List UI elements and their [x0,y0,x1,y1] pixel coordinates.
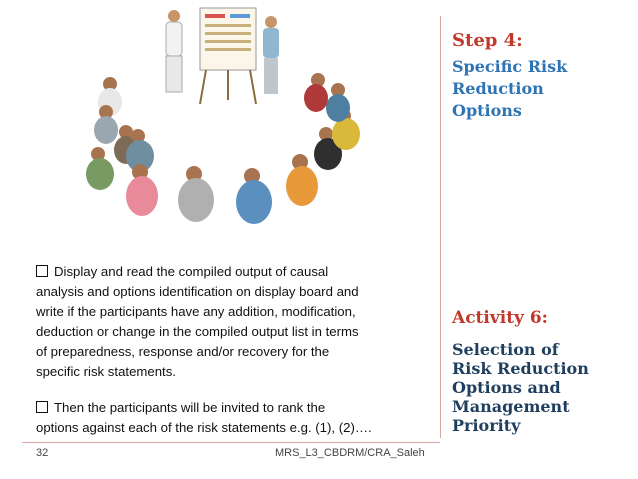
vertical-divider [440,16,441,438]
instruction-line: Display and read the compiled output of causal [54,264,329,279]
instruction-item-display [36,262,436,382]
seated-participants [86,73,360,224]
activity-subtitle-line: Risk Reduction [452,359,589,378]
display-board [200,8,256,104]
activity-subtitle-line: Options and [452,378,561,397]
checkbox-bullet-icon [36,401,48,413]
step-subtitle-line: Reduction [452,79,544,98]
activity-subtitle [452,340,634,435]
presenter-right [263,16,279,94]
step-subtitle-line: Specific Risk [452,57,568,76]
footer-divider [22,442,440,443]
presenter-left [166,10,182,92]
activity-subtitle-line: Priority [452,416,521,435]
instruction-line: specific risk statements. [36,364,176,379]
instruction-line: write if the participants have any addition, modification, [36,304,356,319]
step-title: Step 4: [452,30,523,51]
instruction-line: options against each of the risk statements e.g. (1), (2)…. [36,420,372,435]
activity-subtitle-line: Management [452,397,570,416]
footer-text: MRS_L3_CBDRM/CRA_Saleh [275,447,425,459]
instruction-item-rank [36,398,436,438]
instruction-line: of preparedness, response and/or recovery for the [36,344,330,359]
page-number: 32 [36,447,49,459]
community-meeting-illustration [8,4,426,260]
step-subtitle [452,56,632,122]
instruction-line: deduction or change in the compiled output list in terms [36,324,359,339]
step-subtitle-line: Options [452,101,522,120]
checkbox-bullet-icon [36,265,48,277]
activity-subtitle-line: Selection of [452,340,559,359]
activity-title: Activity 6: [452,308,548,328]
instruction-line: analysis and options identification on display board and [36,284,359,299]
instruction-line: Then the participants will be invited to rank the [54,400,326,415]
instructions-text [36,262,436,454]
